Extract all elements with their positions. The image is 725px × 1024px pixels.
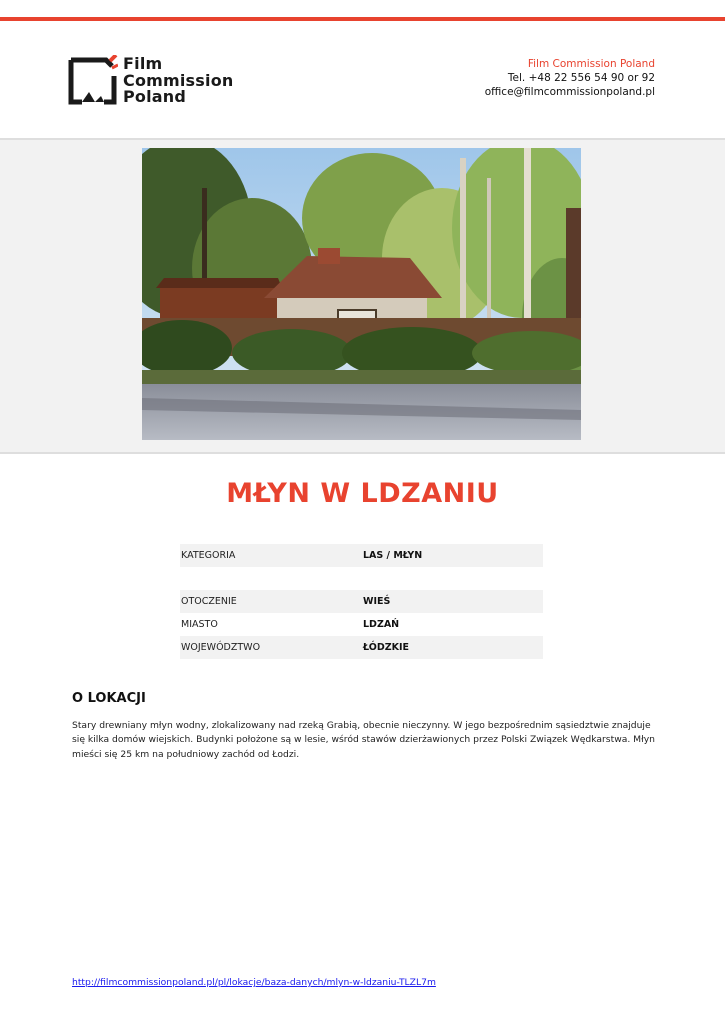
contact-block <box>485 57 655 99</box>
contact-org: Film Commission Poland <box>527 58 655 70</box>
attr-label: OTOCZENIE <box>181 596 237 607</box>
contact-phone: Tel. +48 22 556 54 90 or 92 <box>507 72 655 84</box>
attr-row-kategoria <box>180 544 543 567</box>
attr-row-otoczenie <box>180 590 543 613</box>
logo-wordmark <box>123 56 233 106</box>
attr-row-wojewodztwo <box>180 636 543 659</box>
location-photo <box>142 148 581 440</box>
attr-value: WIEŚ <box>363 596 391 607</box>
attr-value: LDZAŃ <box>363 619 400 630</box>
attr-value: LAS / MŁYN <box>363 550 423 561</box>
attr-spacer <box>180 567 543 590</box>
attr-row-miasto <box>180 613 543 636</box>
logo-line-1: Film <box>123 54 163 73</box>
film-commission-poland-logo[interactable] <box>68 55 238 109</box>
logo-mark-icon <box>68 55 118 107</box>
logo-line-3: Poland <box>123 87 187 106</box>
attr-label: KATEGORIA <box>181 550 236 561</box>
attr-value: ŁÓDZKIE <box>363 642 409 653</box>
about-text: Stary drewniany młyn wodny, zlokalizowany nad rzeką Grabią, obecnie nieczynny. W jego bezpośrednim sąsiedztwie znajduje się kilka domów wiejskich. Budynki położone są w lesie, wśród stawów dzierżawionych przez Polski Związek Wędkarstwa. Młyn mieści się 25 km na południowy zachód od Łodzi. <box>72 720 655 760</box>
attributes-table <box>180 544 543 659</box>
contact-email[interactable]: office@filmcommissionpoland.pl <box>484 86 655 98</box>
logo-line-2: Commission <box>123 70 234 90</box>
about-heading: O LOKACJI <box>72 691 146 706</box>
top-accent-bar <box>0 17 725 21</box>
source-url-link[interactable]: http://filmcommissionpoland.pl/pl/lokacje/baza-danych/mlyn-w-ldzaniu-TLZL7m <box>72 977 436 988</box>
attr-label: MIASTO <box>181 619 218 630</box>
attr-label: WOJEWÓDZTWO <box>181 642 261 653</box>
page-title: MŁYN W LDZANIU <box>226 478 499 509</box>
